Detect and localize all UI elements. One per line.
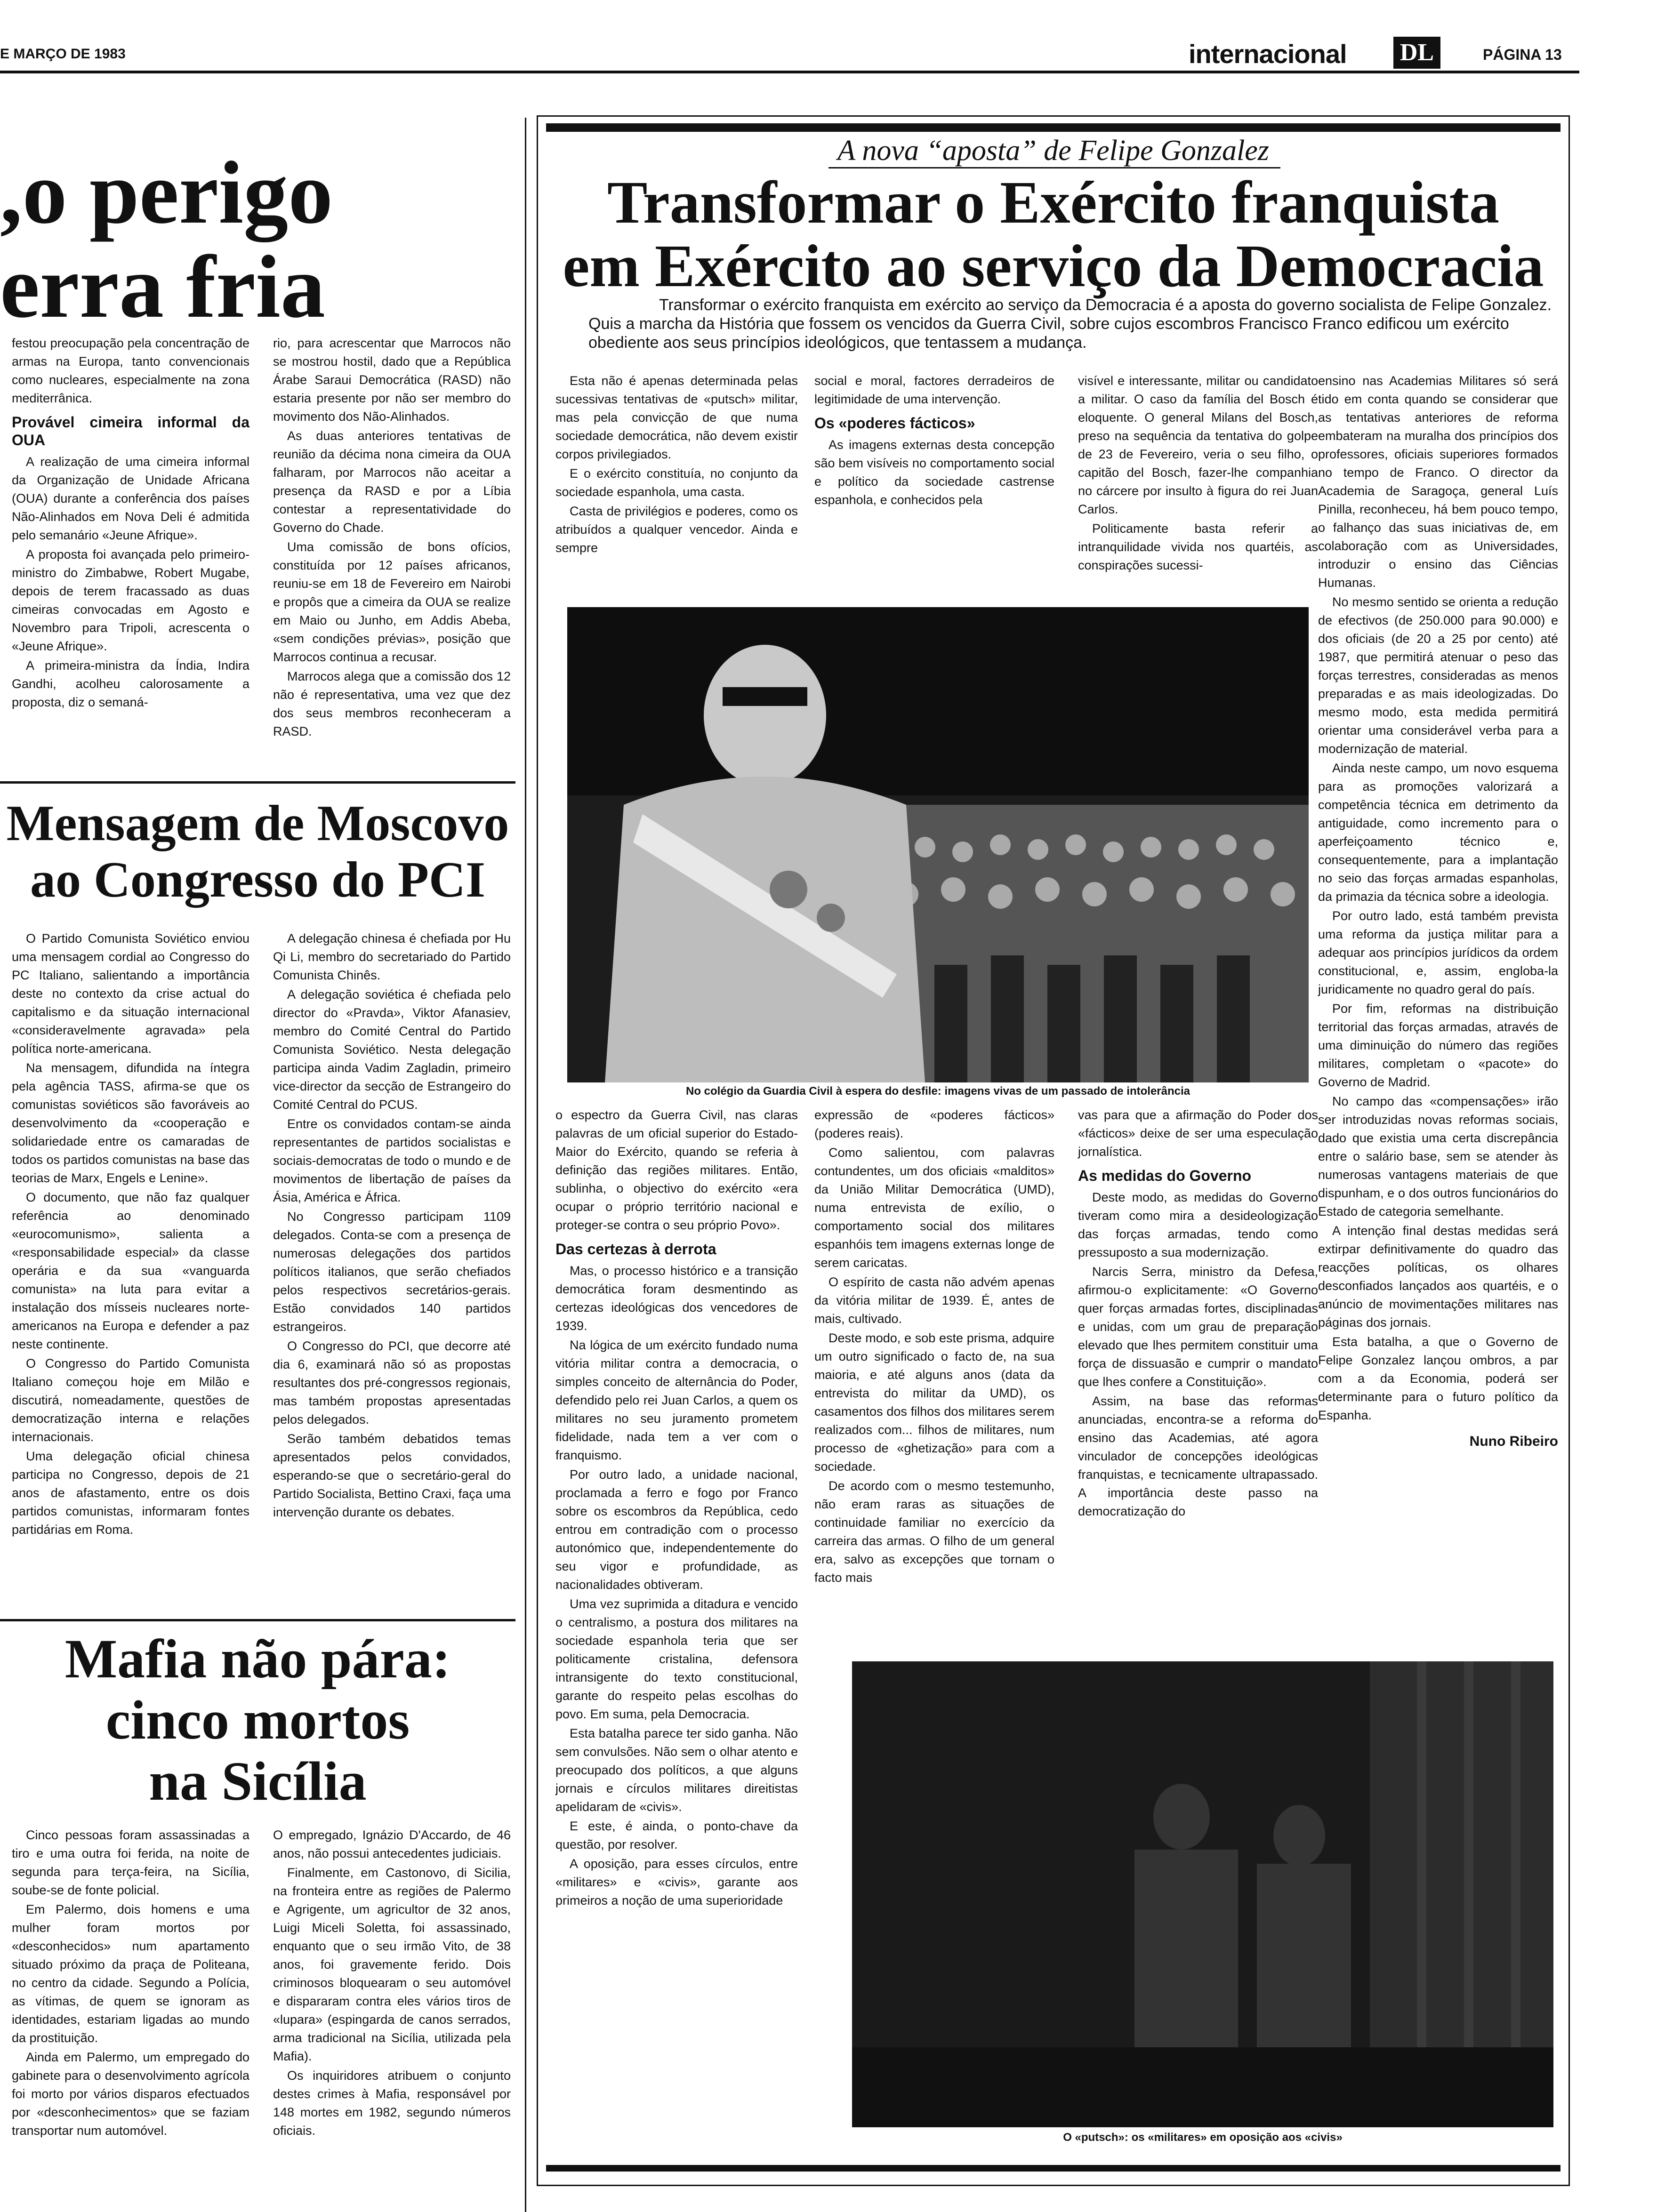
moscovo-paragraph: A delegação chinesa é chefiada por Hu Qi Li, membro do secretariado do Partido Comunista Chinês. bbox=[273, 931, 511, 982]
main-headline-line1: Transformar o Exército franquista bbox=[607, 169, 1499, 236]
mafia-paragraph: O empregado, Ignázio D'Accardo, de 46 anos, não possui antecedentes judiciais. bbox=[273, 1828, 511, 1860]
mafia-headline-line1: Mafia não pára: bbox=[64, 1628, 451, 1690]
moscovo-paragraph: Serão também debatidos temas apresentados pelos convidados, esperando-se que o secretário-geral do Partido Socialista, Bettino Craxi, faça uma intervenção durante os debates. bbox=[273, 1432, 511, 1519]
main-paragraph: Na lógica de um exército fundado numa vitória militar contra a democracia, o simples conceito de alternância do Poder, defendido pelo rei Juan Carlos, a quem os militares no seu juramento prometem fidelidade, nada tem a ver com o franquismo. bbox=[555, 1338, 798, 1462]
header-rule bbox=[0, 71, 1579, 73]
main-paragraph: Casta de privilégios e poderes, como os atribuídos a qualquer vencedor. Ainda e sempre bbox=[555, 504, 798, 555]
moscovo-headline-line1: Mensagem de Moscovo bbox=[6, 795, 509, 851]
main-paragraph: social e moral, factores derradeiros de legitimidade de uma intervenção. bbox=[814, 374, 1054, 406]
perigo-paragraph: Marrocos alega que a comissão dos 12 não é representativa, uma vez que dez dos seus membros reconheceram a RASD. bbox=[273, 669, 511, 738]
main-paragraph: E o exército constituía, no conjunto da sociedade espanhola, uma casta. bbox=[555, 466, 798, 499]
main-paragraph: expressão de «poderes fácticos» (poderes reais). bbox=[814, 1108, 1054, 1140]
main-paragraph: O espírito de casta não advém apenas da vitória militar de 1939. É, antes de mais, cultivado. bbox=[814, 1275, 1054, 1326]
main-paragraph: As imagens externas desta concepção são bem visíveis no comportamento social e político da sociedade castrense espanhola, e conhecidos pela bbox=[814, 438, 1054, 507]
divider-moscovo-mafia bbox=[0, 1619, 515, 1621]
main-paragraph: Mas, o processo histórico e a transição democrática foram desmentindo as certezas ideológicas dos vencedores de 1939. bbox=[555, 1264, 798, 1333]
newspaper-logo: DL bbox=[1393, 37, 1440, 69]
main-paragraph: Ainda neste campo, um novo esquema para as promoções valorizará a competência técnica em detrimento da antiguidade, como incremento para o aperfeiçoamento técnico e, consequentemente, para a implantação no seio das forças armadas espanholas, da primazia da técnica sobre a ideologia. bbox=[1318, 761, 1558, 904]
moscovo-paragraph: Na mensagem, difundida na íntegra pela agência TASS, afirma-se que os comunistas soviéticos são favoráveis ao desenvolvimento da «cooperação e solidariedade entre os camaradas de todos os partidos comunistas na base das teorias de Marx, Engels e Lenine». bbox=[12, 1061, 249, 1185]
mafia-headline-line2: cinco mortos bbox=[105, 1689, 410, 1751]
main-top-column-2 bbox=[814, 372, 1054, 510]
photo-putsch bbox=[852, 1661, 1553, 2127]
photo-guardia-civil-image bbox=[567, 607, 1309, 1082]
main-paragraph: Esta não é apenas determinada pelas sucessivas tentativas de «putsch» militar, mas pela convicção de que numa sociedade democrática, não devem existir corpos privilegiados. bbox=[555, 374, 798, 461]
kicker-underline bbox=[828, 167, 1280, 168]
moscovo-paragraph: O Congresso do Partido Comunista Italiano começou hoje em Milão e discutirá, nomeadamente, questões de democratização interna e relações internacionais. bbox=[12, 1356, 249, 1444]
byline: Nuno Ribeiro bbox=[1469, 1434, 1558, 1449]
moscovo-paragraph: Uma delegação oficial chinesa participa no Congresso, depois de 21 anos de afastamento, entre os dois partidos comunistas, informaram fontes partidárias em Roma. bbox=[12, 1449, 249, 1537]
moscovo-column-2 bbox=[273, 930, 511, 1523]
perigo-subheading: Provável cimeira informal da OUA bbox=[12, 414, 249, 449]
main-paragraph: Por outro lado, a unidade nacional, proclamada a ferro e fogo por Franco sobre os escombros da República, cedo entrou em contradição com o processo autonómico que, independentemente do seu vigor e profundidade, as nacionalidades obtiveram. bbox=[555, 1467, 798, 1592]
perigo-column-2 bbox=[273, 334, 511, 742]
main-paragraph: o espectro da Guerra Civil, nas claras palavras de um oficial superior do Estado-Maior do Exército, quando se referia à definição das regiões militares. Então, sublinha, o objectivo do exército «era ocupar o próprio território nacional e proteger-se contra o seu próprio Povo». bbox=[555, 1108, 798, 1232]
main-paragraph: vas para que a afirmação do Poder dos «fácticos» deixe de ser uma especulação jornalística. bbox=[1078, 1108, 1318, 1159]
perigo-headline-line1: ,o perigo bbox=[0, 144, 333, 242]
photo-putsch-caption: O «putsch»: os «militares» em oposição aos «civis» bbox=[1063, 2131, 1343, 2144]
perigo-column-1 bbox=[12, 334, 249, 713]
main-subheading-certezas: Das certezas à derrota bbox=[555, 1241, 716, 1258]
main-paragraph: A intenção final destas medidas será extirpar definitivamente do quadro das reacções políticas, os olhares desconfiados lançados aos quartéis, e o anúncio de movimentações militares nas páginas dos jornais. bbox=[1318, 1224, 1558, 1330]
page-number: PÁGINA 13 bbox=[1483, 46, 1562, 63]
mafia-paragraph: Ainda em Palermo, um empregado do gabinete para o desenvolvimento agrícola foi morto por vários disparos efectuados por «desconhecimentos» que se faziam transportar num automóvel. bbox=[12, 2050, 249, 2138]
main-paragraph: Por fim, reformas na distribuição territorial das forças armadas, através de uma diminuição do número das regiões militares, completam o «pacote» do Governo de Madrid. bbox=[1318, 1002, 1558, 1089]
main-paragraph: No mesmo sentido se orienta a redução de efectivos (de 250.000 para 90.000) e dos oficiais (de 20 a 25 por cento) até 1987, que permitirá atenuar o peso das forças terrestres, consideradas as menos preparadas e as mais ideologizadas. Do mesmo modo, esta medida permitirá orientar uma considerável verba para a modernização de material. bbox=[1318, 595, 1558, 756]
main-right-column bbox=[1318, 372, 1558, 1451]
main-lead: Transformar o exército franquista em exército ao serviço da Democracia é a aposta do governo socialista de Felipe Gonzalez. Quis a marcha da História que fossem os vencidos da Guerra Civil, sobre cujos escombros Francisco Franco edificou um exército obediente aos seus princípios ideológicos, que tentassem a mudança. bbox=[588, 296, 1552, 352]
moscovo-paragraph: O Congresso do PCI, que decorre até dia 6, examinará não só as propostas resultantes dos pré-congressos regionais, mas também propostas apresentadas pelos delegados. bbox=[273, 1339, 511, 1427]
main-subheading-medidas: As medidas do Governo bbox=[1078, 1167, 1252, 1184]
moscovo-paragraph: O Partido Comunista Soviético enviou uma mensagem cordial ao Congresso do PC Italiano, salientando a importância deste no contexto da crise actual do capitalismo e da situação internacional «consideravelmente agravada» pela política norte-americana. bbox=[12, 931, 249, 1056]
moscovo-paragraph: Entre os convidados contam-se ainda representantes de partidos socialistas e sociais-democratas de todo o mundo e de movimentos de libertação de países da Ásia, América e África. bbox=[273, 1117, 511, 1204]
main-top-column-1 bbox=[555, 372, 798, 558]
mafia-column-1 bbox=[12, 1826, 249, 2141]
header-date: E MARÇO DE 1983 bbox=[0, 46, 126, 62]
divider-perigo-moscovo bbox=[0, 781, 515, 784]
main-paragraph: Deste modo, e sob este prisma, adquire um outro significado o facto de, na sua maioria, e até alguns anos (data da entrevista do militar da UMD), os casamentos dos filhos dos militares serem realizados com... filhos de militares, num processo de «ghetização» para com a sociedade. bbox=[814, 1331, 1054, 1474]
mafia-paragraph: Finalmente, em Castonovo, di Sicilia, na fronteira entre as regiões de Palermo e Agrigente, um agricultor de 32 anos, Luigi Miceli Soletta, foi assassinado, enquanto que o seu irmão Vito, de 38 anos, foi gravemente ferido. Dois criminosos bloquearam o seu automóvel e dispararam contra eles vários tiros de «lupara» (espingarda de canos serrados, arma tradicional na Sicília, utilizada pela Mafia). bbox=[273, 1866, 511, 2063]
section-title: internacional bbox=[1189, 39, 1347, 69]
main-bottom-column-3 bbox=[1078, 1106, 1318, 1522]
photo-guardia-civil-caption: No colégio da Guardia Civil à espera do desfile: imagens vivas de um passado de intolerância bbox=[685, 1085, 1190, 1098]
perigo-paragraph: As duas anteriores tentativas de reunião da décima nona cimeira da OUA falharam, por Marrocos não aceitar a presença da RASD e por a Líbia contestar a representatividade do Governo do Chade. bbox=[273, 429, 511, 535]
main-paragraph: Politicamente basta referir a intranquilidade vivida nos quartéis, as conspirações sucessi- bbox=[1078, 521, 1318, 572]
mafia-paragraph: Cinco pessoas foram assassinadas a tiro e uma outra foi ferida, na noite de segunda para terça-feira, na Sicília, soube-se de fonte policial. bbox=[12, 1828, 249, 1897]
perigo-paragraph: A primeira-ministra da Índia, Indira Gandhi, acolheu calorosamente a proposta, diz o semaná- bbox=[12, 658, 249, 709]
main-paragraph: Assim, na base das reformas anunciadas, encontra-se a reforma do ensino das Academias, até agora vinculador de concepções ideológicas franquistas, e tecnicamente ultrapassado. A importância deste passo na democratização do bbox=[1078, 1394, 1318, 1518]
main-paragraph: A oposição, para esses círculos, entre «militares» e «civis», garante aos primeiros a noção de uma superioridade bbox=[555, 1857, 798, 1907]
main-subheading-poderes: Os «poderes fácticos» bbox=[814, 415, 975, 432]
main-bottom-column-2 bbox=[814, 1106, 1054, 1588]
main-paragraph: Por outro lado, está também prevista uma reforma da justiça militar para a adequar aos princípios jurídicos da ordem constitucional, e, assim, engloba-la juridicamente no quadro geral do país. bbox=[1318, 909, 1558, 996]
main-paragraph: Deste modo, as medidas do Governo tiveram como mira a desideologização das forças armadas, tendo como pressuposto a sua modernização. bbox=[1078, 1190, 1318, 1259]
main-paragraph: De acordo com o mesmo testemunho, não eram raras as situações de continuidade familiar no exercício da carreira das armas. O filho de um general era, salvo as excepções que tornam o facto mais bbox=[814, 1479, 1054, 1585]
main-paragraph: E este, é ainda, o ponto-chave da questão, por resolver. bbox=[555, 1819, 798, 1851]
main-article-bottom-bar bbox=[546, 2165, 1560, 2172]
main-paragraph: Como salientou, com palavras contundentes, um dos oficiais «malditos» da União Militar Democrática (UMD), numa entrevista de exílio, o comportamento social dos militares espanhóis tem imagens externas longe de serem caricatas. bbox=[814, 1146, 1054, 1270]
main-paragraph: Esta batalha, a que o Governo de Felipe Gonzalez lançou ombros, a par com a da Economia, poderá ser determinante para o futuro político da Espanha. bbox=[1318, 1335, 1558, 1422]
main-paragraph: visível e interessante, militar ou candidato a militar. O caso da família del Bosch é eloquente. O general Milans del Bosch, preso na sequência da tentativa do golpe de 23 de Fevereiro, veria o seu filho, o capitão del Bosch, fazer-lhe companhia no cárcere por insulto à figura do rei Juan Carlos. bbox=[1078, 374, 1318, 516]
main-paragraph: Narcis Serra, ministro da Defesa, afirmou-o explicitamente: «O Governo quer forças armadas fortes, disciplinadas e unidas, com um grau de preparação elevado que lhes permitem constituir uma força de dissuasão e cumprir o mandato que lhes confere a Constituição». bbox=[1078, 1265, 1318, 1389]
main-headline-line2: em Exército ao serviço da Democracia bbox=[563, 232, 1544, 299]
column-divider bbox=[525, 118, 526, 2212]
main-paragraph: Uma vez suprimida a ditadura e vencido o centralismo, a postura dos militares na sociedade espanhola teria que ser politicamente cristalina, defensora intransigente do texto constitucional, garante do respeito pelas escolhas do povo. Em suma, pela Democracia. bbox=[555, 1597, 798, 1721]
photo-guardia-civil bbox=[567, 607, 1309, 1082]
mafia-column-2 bbox=[273, 1826, 511, 2141]
mafia-paragraph: Os inquiridores atribuem o conjunto destes crimes à Mafia, responsável por 148 mortes em 1982, segundo números oficiais. bbox=[273, 2068, 511, 2138]
perigo-paragraph: rio, para acrescentar que Marrocos não se mostrou hostil, dado que a República Árabe Saraui Democrática (RASD) não estaria presente por não ser membro do movimento dos Não-Alinhados. bbox=[273, 336, 511, 424]
moscovo-headline-line2: ao Congresso do PCI bbox=[30, 852, 486, 908]
main-paragraph: ensino nas Academias Militares só será tido em conta quando se considerar que as tentativas anteriores de reforma embateram na muralha dos princípios dos professores, oficiais superiores formados no tempo de Franco. O director da Academia de Saragoça, general Luís Pinilla, reconheceu, há bem pouco tempo, o falhanço das suas iniciativas de, em colaboração com as Universidades, introduzir o ensino das Ciências Humanas. bbox=[1318, 374, 1558, 590]
main-paragraph: No campo das «compensações» irão ser introduzidas novas reformas sociais, dado que existia uma certa discrepância entre o salário base, sem se atender às numerosas vantagens materiais de que dispunham, e o dos outros funcionários do Estado de categoria semelhante. bbox=[1318, 1094, 1558, 1218]
moscovo-paragraph: No Congresso participam 1109 delegados. Conta-se com a presença de numerosas delegações dos partidos políticos italianos, que serão chefiados pelos respectivos secretários-gerais. Estão convidados 140 partidos estrangeiros. bbox=[273, 1210, 511, 1334]
perigo-paragraph: A realização de uma cimeira informal da Organização de Unidade Africana (OUA) durante a conferência dos países Não-Alinhados em Nova Deli é admitida pelo semanário «Jeune Afrique». bbox=[12, 455, 249, 542]
perigo-paragraph: festou preocupação pela concentração de armas na Europa, tanto convencionais como nucleares, especialmente na zona mediterrânica. bbox=[12, 336, 249, 405]
main-kicker: A nova “aposta” de Felipe Gonzalez bbox=[837, 135, 1269, 167]
main-top-column-3 bbox=[1078, 372, 1318, 576]
main-article-top-bar bbox=[546, 123, 1560, 132]
moscovo-column-1 bbox=[12, 930, 249, 1540]
mafia-headline-line3: na Sicília bbox=[149, 1750, 367, 1812]
perigo-paragraph: Uma comissão de bons ofícios, constituída por 12 países africanos, reuniu-se em 18 de Fevereiro em Nairobi e propôs que a cimeira da OUA se realize em Maio ou Junho, em Addis Abeba, «sem condições prévias», posição que Marrocos continua a recusar. bbox=[273, 540, 511, 664]
photo-putsch-image bbox=[852, 1661, 1553, 2127]
mafia-paragraph: Em Palermo, dois homens e uma mulher foram mortos por «desconhecidos» num apartamento situado próximo da praça de Politeana, no centro da cidade. Segundo a Polícia, as vítimas, de quem se ignoram as identidades, estariam ligadas ao mundo da prostituição. bbox=[12, 1902, 249, 2045]
moscovo-paragraph: A delegação soviética é chefiada pelo director do «Pravda», Viktor Afanasiev, membro do Comité Central do Partido Comunista Soviético. Nesta delegação participa ainda Vadim Zagladin, primeiro vice-director da secção de Estrangeiro do Comité Central do PCUS. bbox=[273, 987, 511, 1112]
perigo-headline-line2: erra fria bbox=[0, 238, 325, 337]
main-paragraph: Esta batalha parece ter sido ganha. Não sem convulsões. Não sem o olhar atento e preocupado dos políticos, a que alguns jornais e círculos militares direitistas apelidaram de «civis». bbox=[555, 1726, 798, 1814]
main-bottom-column-1 bbox=[555, 1106, 798, 1911]
perigo-paragraph: A proposta foi avançada pelo primeiro-ministro do Zimbabwe, Robert Mugabe, depois de terem fracassado as duas cimeiras convocadas em Agosto e Novembro para Tripoli, acrescenta o «Jeune Afrique». bbox=[12, 547, 249, 653]
moscovo-paragraph: O documento, que não faz qualquer referência ao denominado «eurocomunismo», salienta a «responsabilidade especial» da classe operária e da sua «vanguarda comunista» na luta para evitar a instalação dos mísseis nucleares norte-americanos na Europa e defender a paz neste continente. bbox=[12, 1190, 249, 1351]
